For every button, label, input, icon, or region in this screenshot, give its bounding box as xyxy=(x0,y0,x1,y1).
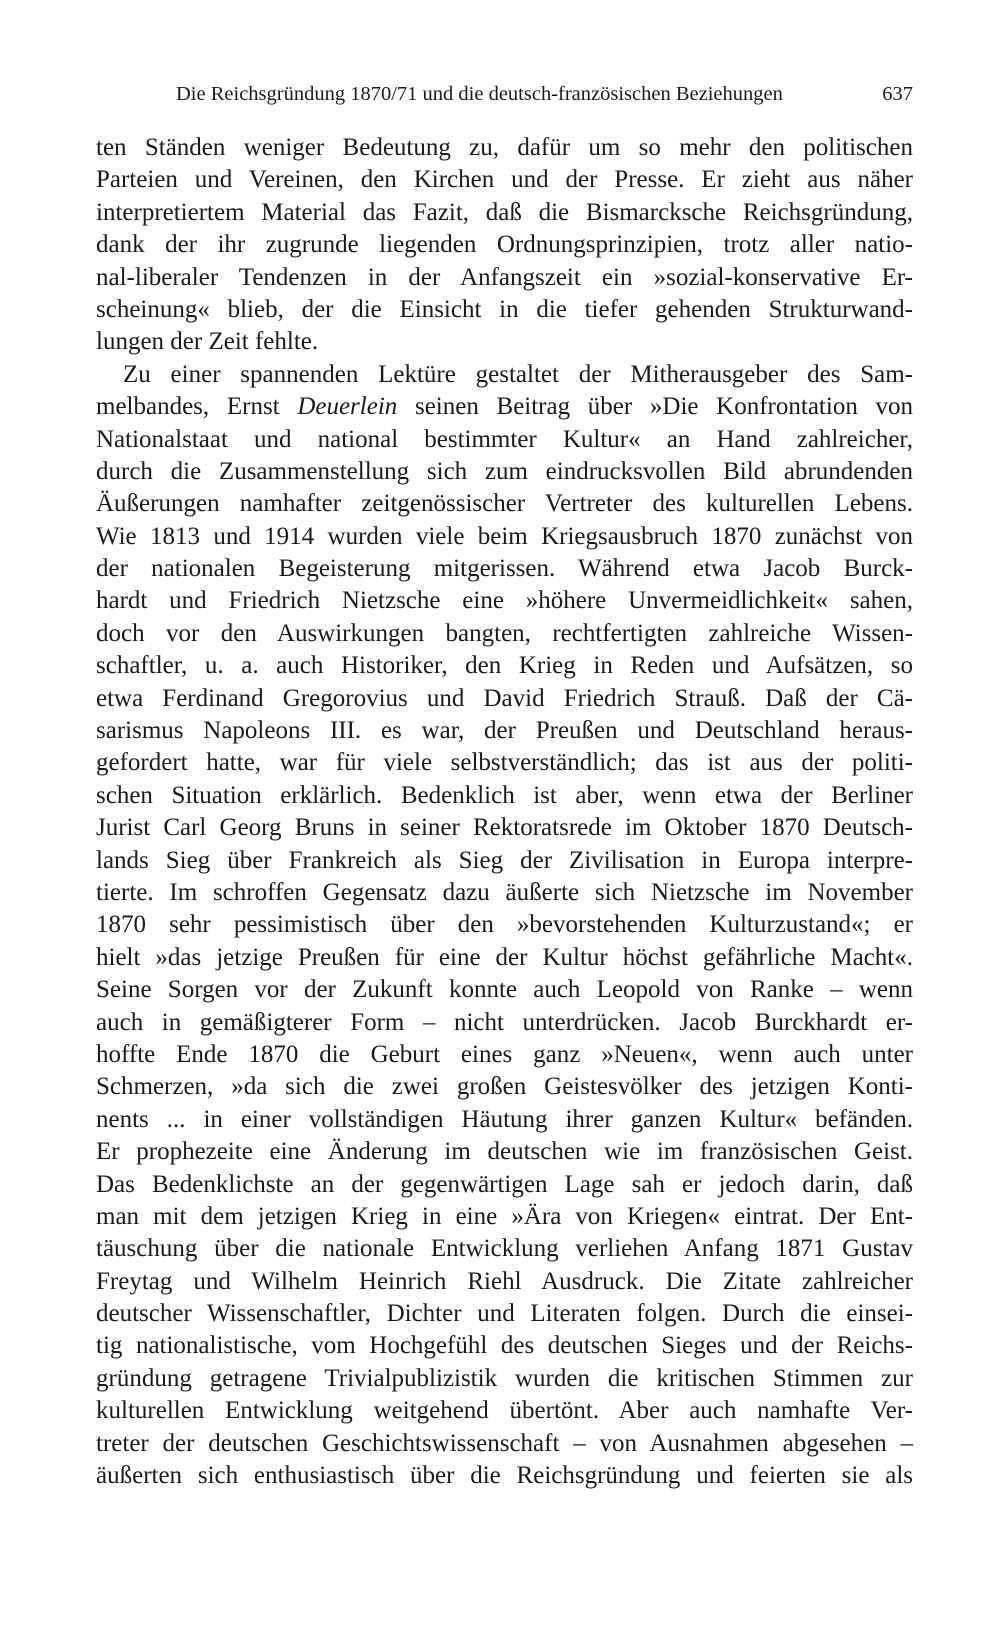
text-line: lungen der Zeit fehlte. xyxy=(96,328,319,356)
text-line: Zu einer spannenden Lektüre gestaltet der Mitherausgeber des Sam- xyxy=(123,360,913,388)
text-line: Er prophezeite eine Änderung im deutschen wie im französischen Geist. xyxy=(96,1138,913,1166)
text-line: Äußerungen namhafter zeitgenössischer Vertreter des kulturellen Lebens. xyxy=(96,490,913,518)
paragraph-1 xyxy=(96,132,913,359)
text-line: scheinung« blieb, der die Einsicht in die tiefer gehenden Strukturwand- xyxy=(96,295,913,323)
text-line: man mit dem jetzigen Krieg in eine »Ära von Kriegen« eintrat. Der Ent- xyxy=(96,1202,913,1230)
text-line: ten Ständen weniger Bedeutung zu, dafür um so mehr den politischen xyxy=(96,134,913,161)
text-line: doch vor den Auswirkungen bangten, rechtfertigten zahlreiche Wissen- xyxy=(96,619,913,647)
text-line: hielt »das jetzige Preußen für eine der Kultur höchst gefährliche Macht«. xyxy=(96,943,913,971)
text-line: tierte. Im schroffen Gegensatz dazu äußerte sich Nietzsche im November xyxy=(96,878,913,906)
text-line: Nationalstaat und national bestimmter Kultur« an Hand zahlreicher, xyxy=(96,425,913,453)
text-line: der nationalen Begeisterung mitgerissen. Während etwa Jacob Burck- xyxy=(96,555,913,583)
text-line: Parteien und Vereinen, den Kirchen und der Presse. Er zieht aus näher xyxy=(96,166,913,194)
text-line: deutscher Wissenschaftler, Dichter und Literaten folgen. Durch die einsei- xyxy=(96,1300,913,1328)
text-line: Das Bedenklichste an der gegenwärtigen Lage sah er jedoch darin, daß xyxy=(96,1170,913,1198)
running-header xyxy=(176,79,913,109)
text-line: auch in gemäßigterer Form – nicht unterdrücken. Jacob Burckhardt er- xyxy=(96,1008,913,1036)
text-line: durch die Zusammenstellung sich zum eindrucksvollen Bild abrundenden xyxy=(96,457,913,485)
text-line: 1870 sehr pessimistisch über den »bevorstehenden Kulturzustand«; er xyxy=(96,911,913,939)
text-line: hoffte Ende 1870 die Geburt eines ganz »Neuen«, wenn auch unter xyxy=(96,1040,913,1068)
text-line: interpretiertem Material das Fazit, daß die Bismarcksche Reichsgründung, xyxy=(96,198,913,226)
text-segment: melbandes, Ernst xyxy=(96,393,298,421)
text-segment: seinen Beitrag über »Die Konfrontation von xyxy=(397,393,914,421)
author-name-italic: Deuerlein xyxy=(297,393,398,421)
paragraph-2 xyxy=(96,359,913,1493)
page-number: 637 xyxy=(882,83,913,105)
text-line: gefordert hatte, war für viele selbstverständlich; das ist aus der politi- xyxy=(96,749,913,777)
text-line: nents ... in einer vollständigen Häutung ihrer ganzen Kultur« befänden. xyxy=(96,1105,913,1133)
text-line: kulturellen Entwicklung weitgehend übertönt. Aber auch namhafte Ver- xyxy=(96,1397,913,1425)
text-line: Wie 1813 und 1914 wurden viele beim Kriegsausbruch 1870 zunächst von xyxy=(96,522,913,550)
text-line: hardt und Friedrich Nietzsche eine »höhere Unvermeidlichkeit« sahen, xyxy=(96,587,913,615)
text-line: lands Sieg über Frankreich als Sieg der Zivilisation in Europa interpre- xyxy=(96,846,913,874)
body-text xyxy=(96,132,913,1492)
text-line xyxy=(96,391,913,423)
text-line: Schmerzen, »da sich die zwei großen Geistesvölker des jetzigen Konti- xyxy=(96,1073,913,1101)
text-line: Seine Sorgen vor der Zukunft konnte auch Leopold von Ranke – wenn xyxy=(96,976,913,1004)
text-line: sarismus Napoleons III. es war, der Preußen und Deutschland heraus- xyxy=(96,717,913,745)
text-line: schen Situation erklärlich. Bedenklich ist aber, wenn etwa der Berliner xyxy=(96,781,913,809)
text-line: Jurist Carl Georg Bruns in seiner Rektoratsrede im Oktober 1870 Deutsch- xyxy=(96,814,913,842)
text-line: etwa Ferdinand Gregorovius und David Friedrich Strauß. Daß der Cä- xyxy=(96,684,913,712)
text-line: tig nationalistische, vom Hochgefühl des deutschen Sieges und der Reichs- xyxy=(96,1332,913,1360)
text-line: gründung getragene Trivialpublizistik wurden die kritischen Stimmen zur xyxy=(96,1364,913,1392)
text-line: täuschung über die nationale Entwicklung verliehen Anfang 1871 Gustav xyxy=(96,1235,913,1263)
text-line: Freytag und Wilhelm Heinrich Riehl Ausdruck. Die Zitate zahlreicher xyxy=(96,1267,913,1295)
text-line: treter der deutschen Geschichtswissenschaft – von Ausnahmen abgesehen – xyxy=(96,1429,913,1457)
text-line: schaftler, u. a. auch Historiker, den Krieg in Reden und Aufsätzen, so xyxy=(96,652,913,680)
text-line: äußerten sich enthusiastisch über die Reichsgründung und feierten sie als xyxy=(96,1462,913,1490)
text-line: nal-liberaler Tendenzen in der Anfangszeit ein »sozial-konservative Er- xyxy=(96,263,913,291)
text-line: dank der ihr zugrunde liegenden Ordnungsprinzipien, trotz aller natio- xyxy=(96,231,913,259)
running-title: Die Reichsgründung 1870/71 und die deutsch-französischen Beziehungen xyxy=(176,83,783,105)
